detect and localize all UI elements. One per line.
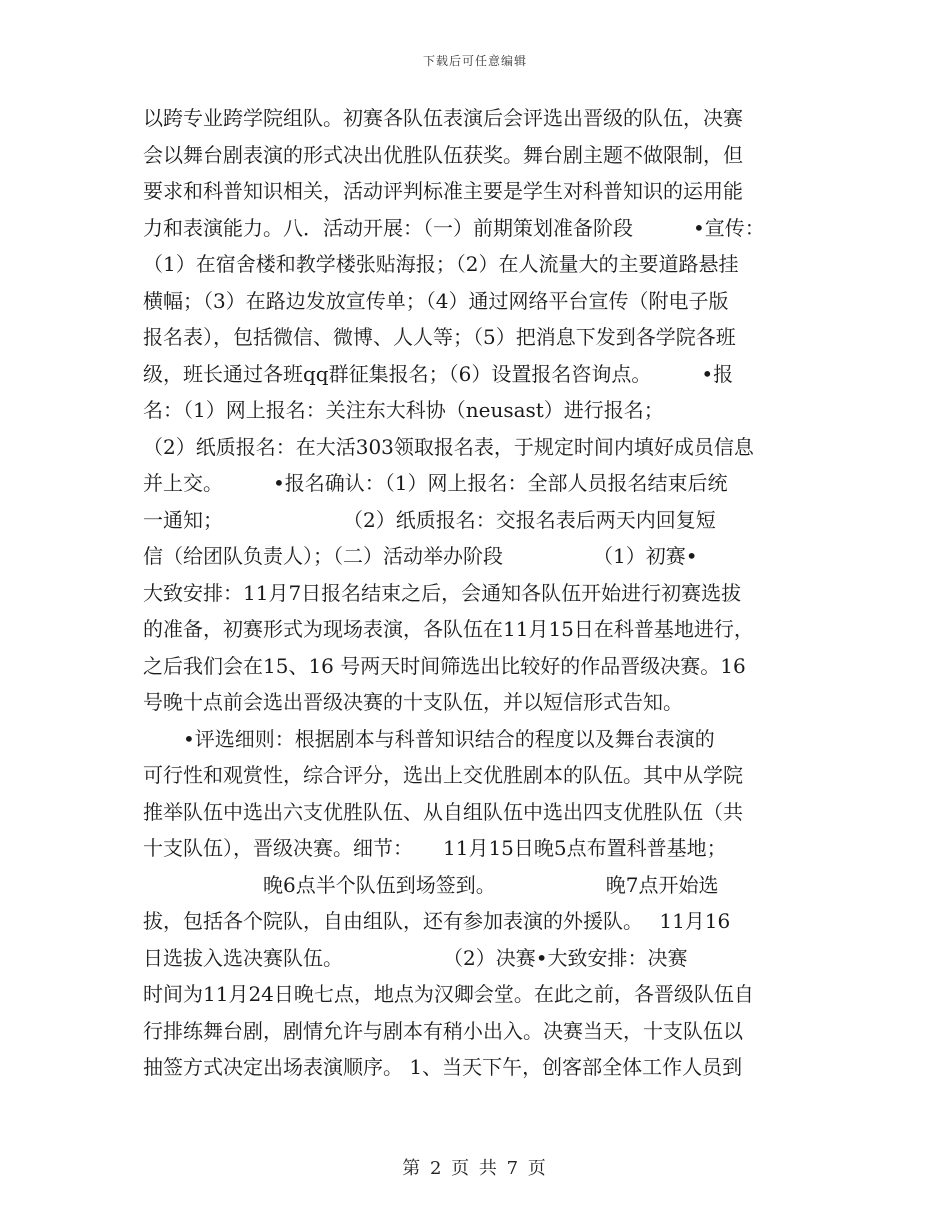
text-line: 会以舞台剧表演的形式决出优胜队伍获奖。舞台剧主题不做限制，但	[143, 142, 743, 167]
text-line: 名：（1）网上报名：关注东大科协（neusast）进行报名；	[143, 398, 664, 422]
body-text	[143, 100, 811, 1086]
text-line: 时间为11月24日晚七点，地点为汉卿会堂。在此之前，各晋级队伍自	[143, 982, 754, 1006]
text-line: 级，班长通过各班qq群征集报名；（6）设置报名咨询点。 •报	[143, 361, 734, 386]
text-line: 要求和科普知识相关，活动评判标准主要是学生对科普知识的运用能	[143, 179, 743, 203]
text-line: 日选拔入选决赛队伍。 （2）决赛•大致安排：决赛	[143, 945, 688, 970]
text-line: 推举队伍中选出六支优胜队伍、从自组队伍中选出四支优胜队伍（共	[143, 799, 743, 824]
text-line: 以跨专业跨学院组队。初赛各队伍表演后会评选出晋级的队伍，决赛	[143, 106, 743, 130]
text-line: 晚6点半个队伍到场签到。 晚7点开始选	[143, 872, 719, 897]
page-footer: 第 2 页 共 7 页	[402, 1158, 548, 1179]
text-line: 一通知； （2）纸质报名：交报名表后两天内回复短	[143, 507, 716, 532]
text-line: •评选细则：根据剧本与科普知识结合的程度以及舞台表演的	[143, 726, 715, 751]
text-line: 号晚十点前会选出晋级决赛的十支队伍，并以短信形式告知。	[143, 690, 683, 714]
text-line: 信（给团队负责人）；（二）活动举办阶段 （1）初赛•	[143, 544, 698, 568]
text-line: 之后我们会在15、16 号两天时间筛选出比较好的作品晋级决赛。16	[143, 653, 746, 678]
text-line: 行排练舞台剧，剧情允许与剧本有稍小出入。决赛当天，十支队伍以	[143, 1018, 743, 1043]
text-line: 横幅；（3）在路边发放宣传单；（4）通过网络平台宣传（附电子版	[143, 288, 729, 313]
text-line: （2）纸质报名：在大活303领取报名表，于规定时间内填好成员信息	[143, 434, 754, 459]
text-line: 力和表演能力。八．活动开展：（一）前期策划准备阶段 •宣传：	[143, 215, 765, 240]
text-line: 可行性和观赏性，综合评分，选出上交优胜剧本的队伍。其中从学院	[143, 763, 743, 787]
text-line: 并上交。 •报名确认：（1）网上报名：全部人员报名结束后统	[143, 471, 728, 495]
text-line: 大致安排：11月7日报名结束之后，会通知各队伍开始进行初赛选拔	[143, 580, 742, 605]
text-line: 拔，包括各个院队，自由组队，还有参加表演的外援队。 11月16	[143, 909, 731, 933]
text-line: 报名表），包括微信、微博、人人等；（5）把消息下发到各学院各班	[143, 325, 736, 349]
text-line: 抽签方式决定出场表演顺序。 1、当天下午，创客部全体工作人员到	[143, 1055, 743, 1079]
text-line: 的准备，初赛形式为现场表演，各队伍在11月15日在科普基地进行，	[143, 617, 754, 641]
page-header: 下载后可任意编辑	[422, 54, 527, 68]
text-line: 十支队伍），晋级决赛。细节： 11月15日晚5点布置科普基地；	[143, 836, 727, 860]
text-line: （1）在宿舍楼和教学楼张贴海报；（2）在人流量大的主要道路悬挂	[143, 252, 739, 276]
